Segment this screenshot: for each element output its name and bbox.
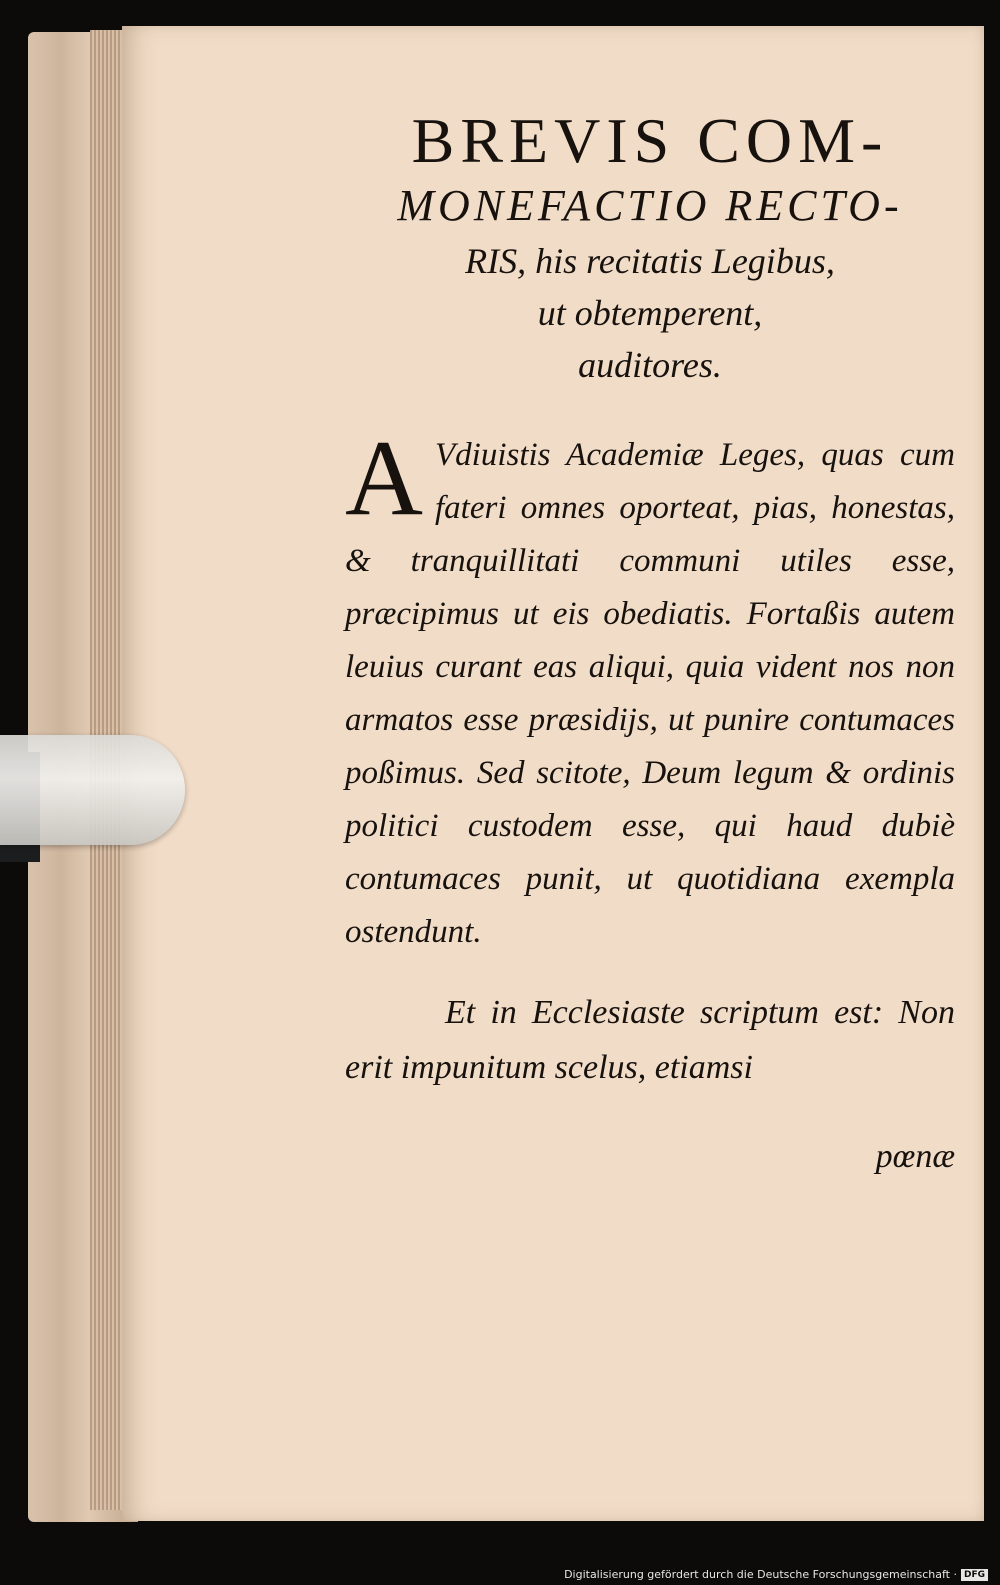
title-line-4: ut obtemperent,	[537, 293, 763, 333]
page-text	[345, 105, 955, 1184]
paragraph-2-text: Et in Ecclesiaste scriptum est: Non erit impunitum scelus, etiamsi	[345, 994, 955, 1086]
digitization-credit	[564, 1568, 988, 1581]
drop-cap: A	[345, 419, 423, 538]
main-paragraph	[345, 419, 955, 959]
dfg-logo: DFG	[961, 1569, 988, 1581]
title-line-2: MONEFACTIO RECTO-	[397, 181, 903, 230]
title-line-5: auditores.	[578, 345, 722, 385]
title-line-3: RIS, his recitatis Legibus,	[465, 241, 835, 281]
paragraph-1-text: Vdiuistis Academiæ Leges, quas cum fateri omnes oporteat, pias, honestas, & tranquillitati communi utiles esse, præcipimus ut eis obediatis. Fortaßis autem leuius curant eas aliqui, quia vident nos non armatos esse præsidijs, ut punire contumaces poßimus. Sed scitote, Deum legum & ordinis politici custodem esse, qui haud dubiè contumaces punit, ut quotidiana exempla ostendunt.	[345, 437, 955, 950]
title-line-1: BREVIS COM-	[411, 105, 889, 176]
catchword: pœnæ	[875, 1138, 955, 1175]
credit-text: Digitalisierung gefördert durch die Deutsche Forschungsgemeinschaft ·	[564, 1568, 957, 1581]
page-clip	[0, 735, 185, 845]
